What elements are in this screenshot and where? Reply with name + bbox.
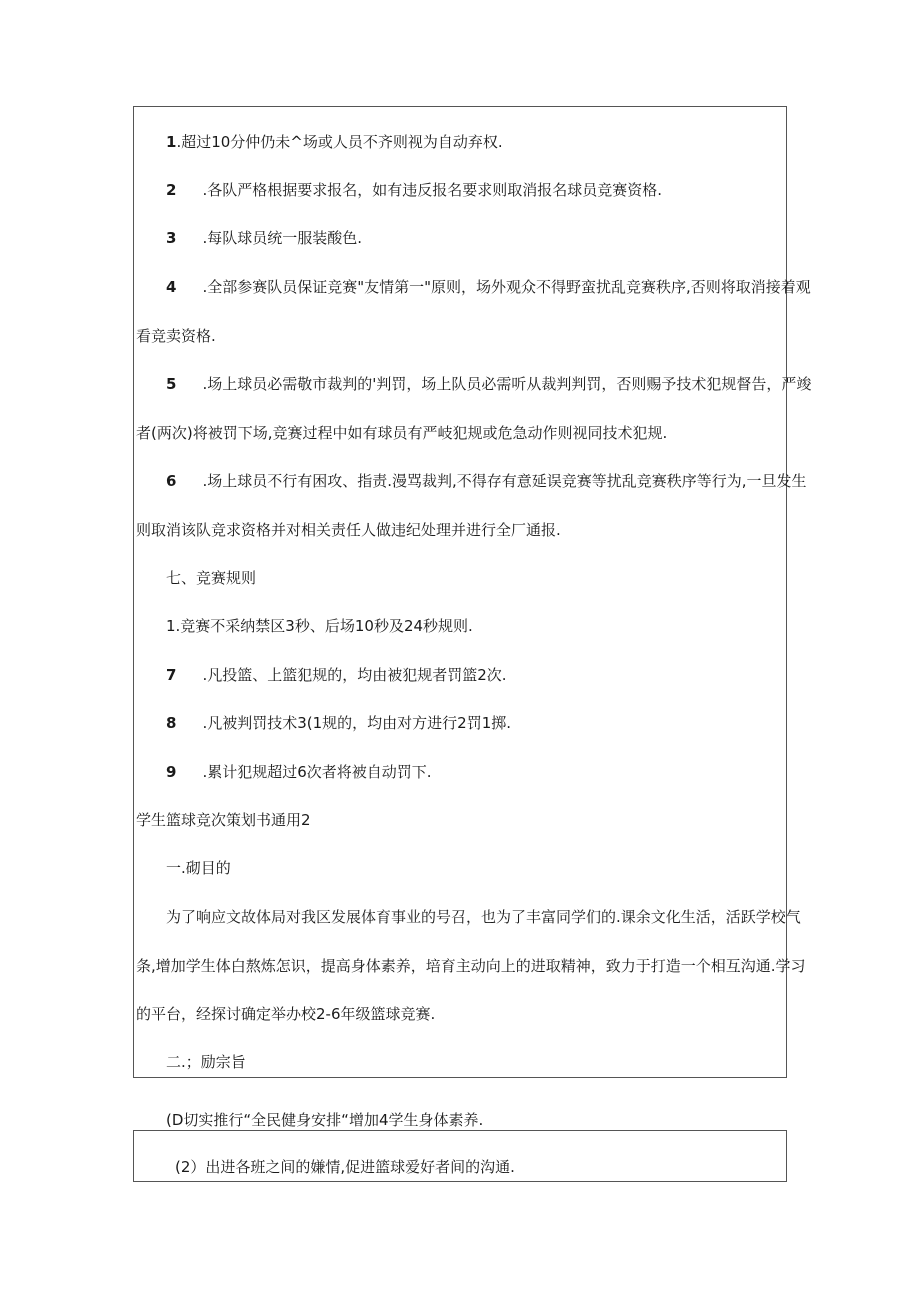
doc-2-purpose-line-3: 的平台，经探讨确定举办校2-6年级篮球竞赛. [136, 1005, 436, 1023]
rule-2 [166, 180, 662, 200]
rule-5-continuation: 者(两次)将被罚下场,竞赛过程中如有球员有严岐犯规或危急动作则视同技术犯规. [136, 424, 668, 442]
section-7-item-8-text: .凡被判罚技术3(1规的，均由对方进行2罚1掷. [202, 714, 512, 732]
rule-4-number: 4 [166, 278, 177, 296]
rule-2-text: .各队严格根据要求报名，如有违反报名要求则取消报名球员竞赛资格. [202, 181, 662, 199]
rule-6-continuation: 则取消该队竞求资格并对相关责任人做违纪处理并进行全厂通报. [136, 521, 561, 539]
rule-4-continuation: 看竞卖资格. [136, 327, 216, 345]
rule-6-text: .场上球员不行有困攻、指责.漫骂裁判,不得存有意延误竞赛等扰乱竞赛秩序等行为,一旦发生 [202, 472, 807, 490]
section-7-item-7-number: 7 [166, 666, 177, 684]
rule-3-number: 3 [166, 229, 177, 247]
section-7-item-9 [166, 762, 432, 782]
rule-5-text: .场上球员必需敬市裁判的'判罚，场上队员必需听从裁判判罚，否则赐予技术犯规督告，严竣 [202, 375, 812, 393]
rule-6-number: 6 [166, 472, 177, 490]
section-7-item-7 [166, 665, 507, 685]
rule-4 [166, 277, 811, 297]
content-frame-main [133, 106, 787, 1078]
rule-4-text: .全部参赛队员保证竞赛"友情第一"原则，场外观众不得野蛮扰乱竞赛秩序,否则将取消接着观 [202, 278, 811, 296]
rule-5 [166, 374, 811, 394]
doc-2-purpose-line-2: 条,增加学生体白熬炼怎识，提高身体素养，培育主动向上的进取精神，致力于打造一个相互沟通.学习 [136, 957, 806, 975]
section-7-item-8 [166, 713, 511, 733]
doc-2-aim-2: (2）出进各班之间的嫌情,促进篮球爱好者间的沟通. [175, 1158, 515, 1176]
doc-2-title: 学生篮球竞次策划书通用2 [136, 811, 311, 829]
section-7-item-9-text: .累计犯规超过6次者将被自动罚下. [202, 763, 432, 781]
rule-1-number: 1 [166, 133, 177, 151]
rule-2-number: 2 [166, 181, 177, 199]
rule-1 [166, 132, 503, 152]
doc-2-section-1-heading: 一.砌目的 [166, 859, 231, 877]
rule-1-text: .超过10分仲仍未^场或人员不齐则视为自动弃权. [176, 133, 503, 151]
section-7-item-7-text: .凡投篮、上篮犯规的，均由被犯规者罚篮2次. [202, 666, 507, 684]
section-7-heading: 七、竞赛规则 [166, 569, 257, 587]
section-7-item-8-number: 8 [166, 714, 177, 732]
rule-5-number: 5 [166, 375, 177, 393]
section-7-item-9-number: 9 [166, 763, 177, 781]
doc-2-section-2-heading: 二.；励宗旨 [166, 1053, 246, 1071]
doc-2-purpose-line-1: 为了响应文故体局对我区发展体育事业的号召，也为了丰富同学们的.课余文化生活，活跃学校气 [166, 908, 801, 926]
rule-3-text: .每队球员统一服装酸色. [202, 229, 362, 247]
doc-2-aim-1: (D切实推行“全民健身安排“增加4学生身体素养. [166, 1111, 484, 1129]
rule-3 [166, 228, 362, 248]
rule-6 [166, 471, 807, 491]
section-7-item-1: 1.竞赛不采纳禁区3秒、后场10秒及24秒规则. [166, 617, 473, 635]
